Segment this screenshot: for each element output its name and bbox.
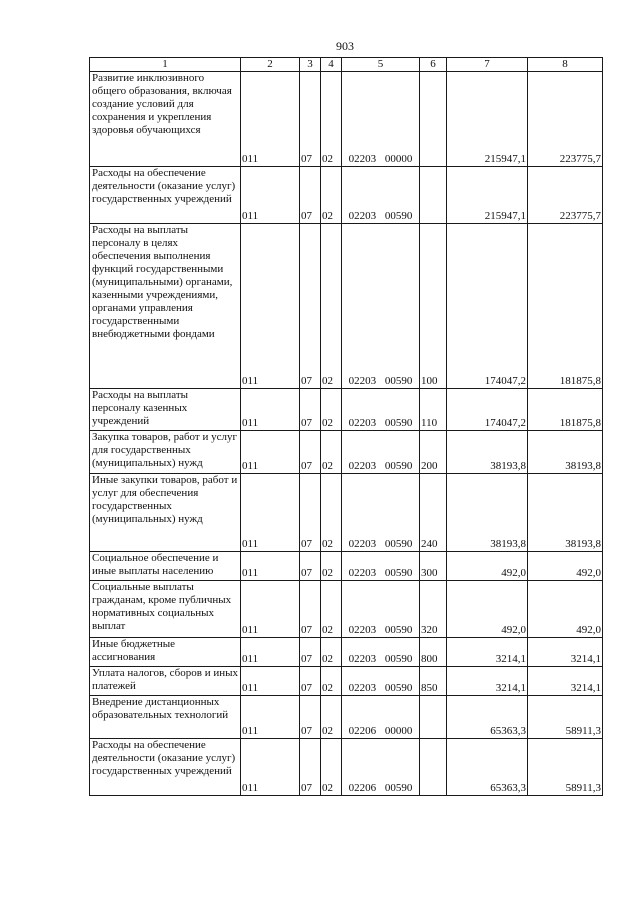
- row-amount-year1: 65363,3: [447, 739, 528, 796]
- row-section-code: 07: [300, 667, 321, 696]
- row-target-article: 02203 00590: [342, 389, 420, 431]
- row-amount-year2: 492,0: [528, 552, 603, 581]
- table-row: [90, 431, 603, 474]
- row-target-article: 02203 00590: [342, 474, 420, 552]
- header-col-5: 5: [342, 58, 420, 72]
- row-amount-year1: 174047,2: [447, 224, 528, 389]
- row-amount-year1: 492,0: [447, 552, 528, 581]
- row-subsection-code: 02: [321, 72, 342, 167]
- row-amount-year1: 38193,8: [447, 474, 528, 552]
- row-section-code: 07: [300, 389, 321, 431]
- row-expense-type: 320: [420, 581, 447, 638]
- row-amount-year2: 3214,1: [528, 638, 603, 667]
- row-target-article: 02203 00590: [342, 431, 420, 474]
- row-target-article: 02203 00000: [342, 72, 420, 167]
- row-amount-year1: 215947,1: [447, 167, 528, 224]
- row-expense-type: [420, 696, 447, 739]
- header-col-8: 8: [528, 58, 603, 72]
- row-grbs-code: 011: [241, 224, 300, 389]
- row-target-article: 02203 00590: [342, 667, 420, 696]
- header-col-2: 2: [241, 58, 300, 72]
- row-subsection-code: 02: [321, 431, 342, 474]
- row-name: Социальное обеспечение и иные выплаты населению: [90, 552, 241, 581]
- row-target-article: 02203 00590: [342, 224, 420, 389]
- row-grbs-code: 011: [241, 581, 300, 638]
- row-expense-type: 100: [420, 224, 447, 389]
- table-row: [90, 667, 603, 696]
- row-target-article: 02203 00590: [342, 167, 420, 224]
- row-subsection-code: 02: [321, 474, 342, 552]
- row-name: Расходы на выплаты персоналу в целях обеспечения выполнения функций государственными (муниципальными) органами, казенными учреждениями, органами управления государственными внебюджетными фондами: [90, 224, 241, 389]
- row-expense-type: 240: [420, 474, 447, 552]
- row-grbs-code: 011: [241, 552, 300, 581]
- table-header-row: [90, 58, 603, 72]
- row-amount-year1: 215947,1: [447, 72, 528, 167]
- row-section-code: 07: [300, 72, 321, 167]
- row-subsection-code: 02: [321, 638, 342, 667]
- row-amount-year2: 3214,1: [528, 667, 603, 696]
- row-grbs-code: 011: [241, 167, 300, 224]
- row-target-article: 02206 00000: [342, 696, 420, 739]
- row-amount-year2: 38193,8: [528, 431, 603, 474]
- row-grbs-code: 011: [241, 667, 300, 696]
- row-subsection-code: 02: [321, 667, 342, 696]
- table-row: [90, 224, 603, 389]
- row-section-code: 07: [300, 638, 321, 667]
- header-col-1: 1: [90, 58, 241, 72]
- row-subsection-code: 02: [321, 552, 342, 581]
- row-amount-year2: 38193,8: [528, 474, 603, 552]
- row-expense-type: 200: [420, 431, 447, 474]
- row-target-article: 02203 00590: [342, 638, 420, 667]
- row-amount-year1: 65363,3: [447, 696, 528, 739]
- row-subsection-code: 02: [321, 389, 342, 431]
- row-amount-year2: 492,0: [528, 581, 603, 638]
- table-row: [90, 72, 603, 167]
- header-col-4: 4: [321, 58, 342, 72]
- table-row: [90, 389, 603, 431]
- row-name: Иные бюджетные ассигнования: [90, 638, 241, 667]
- header-col-6: 6: [420, 58, 447, 72]
- row-grbs-code: 011: [241, 72, 300, 167]
- row-section-code: 07: [300, 581, 321, 638]
- row-amount-year2: 58911,3: [528, 696, 603, 739]
- row-target-article: 02203 00590: [342, 552, 420, 581]
- row-subsection-code: 02: [321, 167, 342, 224]
- row-grbs-code: 011: [241, 739, 300, 796]
- header-col-7: 7: [447, 58, 528, 72]
- row-grbs-code: 011: [241, 389, 300, 431]
- row-grbs-code: 011: [241, 638, 300, 667]
- table-row: [90, 696, 603, 739]
- row-name: Развитие инклюзивного общего образования, включая создание условий для сохранения и укрепления здоровья обучающихся: [90, 72, 241, 167]
- table-row: [90, 739, 603, 796]
- row-amount-year1: 174047,2: [447, 389, 528, 431]
- table-row: [90, 552, 603, 581]
- row-section-code: 07: [300, 474, 321, 552]
- row-amount-year1: 3214,1: [447, 638, 528, 667]
- row-subsection-code: 02: [321, 696, 342, 739]
- row-grbs-code: 011: [241, 431, 300, 474]
- row-grbs-code: 011: [241, 696, 300, 739]
- row-amount-year2: 223775,7: [528, 167, 603, 224]
- row-expense-type: [420, 72, 447, 167]
- row-target-article: 02203 00590: [342, 581, 420, 638]
- row-expense-type: 850: [420, 667, 447, 696]
- row-section-code: 07: [300, 224, 321, 389]
- header-col-3: 3: [300, 58, 321, 72]
- row-amount-year1: 492,0: [447, 581, 528, 638]
- row-name: Расходы на выплаты персоналу казенных учреждений: [90, 389, 241, 431]
- row-name: Расходы на обеспечение деятельности (оказание услуг) государственных учреждений: [90, 167, 241, 224]
- row-subsection-code: 02: [321, 581, 342, 638]
- row-amount-year1: 38193,8: [447, 431, 528, 474]
- row-section-code: 07: [300, 552, 321, 581]
- row-name: Иные закупки товаров, работ и услуг для обеспечения государственных (муниципальных) нужд: [90, 474, 241, 552]
- row-expense-type: [420, 167, 447, 224]
- row-name: Расходы на обеспечение деятельности (оказание услуг) государственных учреждений: [90, 739, 241, 796]
- row-section-code: 07: [300, 696, 321, 739]
- row-expense-type: 800: [420, 638, 447, 667]
- row-amount-year2: 181875,8: [528, 389, 603, 431]
- row-expense-type: 300: [420, 552, 447, 581]
- row-amount-year2: 223775,7: [528, 72, 603, 167]
- table-row: [90, 167, 603, 224]
- row-grbs-code: 011: [241, 474, 300, 552]
- table-row: [90, 638, 603, 667]
- row-name: Закупка товаров, работ и услуг для государственных (муниципальных) нужд: [90, 431, 241, 474]
- row-subsection-code: 02: [321, 224, 342, 389]
- row-target-article: 02206 00590: [342, 739, 420, 796]
- row-amount-year1: 3214,1: [447, 667, 528, 696]
- row-expense-type: 110: [420, 389, 447, 431]
- row-section-code: 07: [300, 431, 321, 474]
- row-section-code: 07: [300, 167, 321, 224]
- budget-table: [89, 57, 603, 796]
- table-row: [90, 581, 603, 638]
- table-row: [90, 474, 603, 552]
- row-name: Внедрение дистанционных образовательных технологий: [90, 696, 241, 739]
- row-section-code: 07: [300, 739, 321, 796]
- row-amount-year2: 181875,8: [528, 224, 603, 389]
- row-subsection-code: 02: [321, 739, 342, 796]
- row-name: Социальные выплаты гражданам, кроме публичных нормативных социальных выплат: [90, 581, 241, 638]
- row-name: Уплата налогов, сборов и иных платежей: [90, 667, 241, 696]
- row-amount-year2: 58911,3: [528, 739, 603, 796]
- row-expense-type: [420, 739, 447, 796]
- page-number: 903: [336, 39, 354, 53]
